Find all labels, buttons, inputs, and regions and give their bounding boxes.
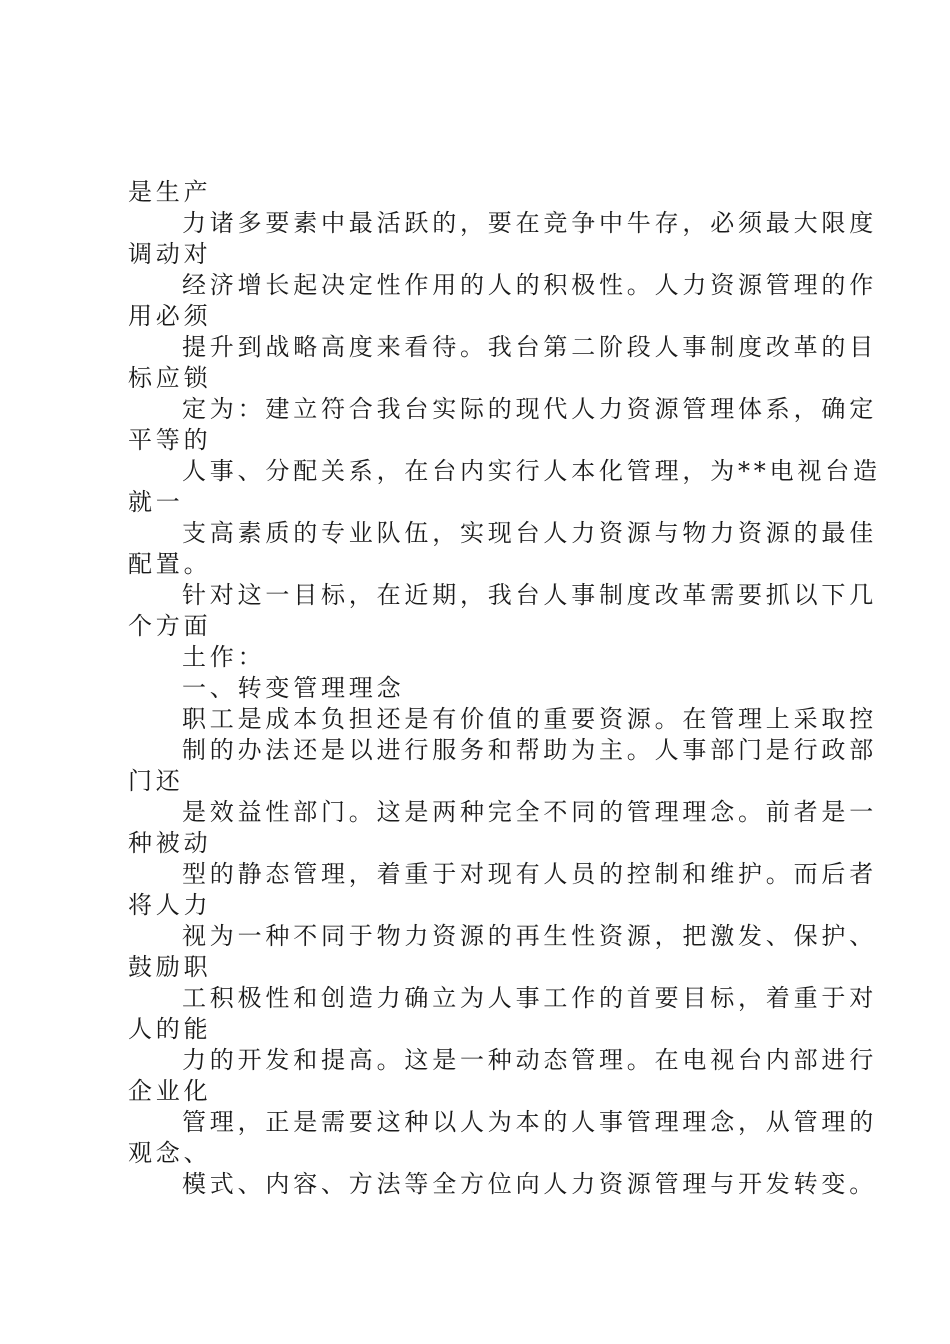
text-line: 鼓励职 (128, 953, 212, 981)
text-line: 力诸多要素中最活跃的，要在竞争中牛存，必须最大限度 (182, 209, 877, 237)
text-line: 定为：建立符合我台实际的现代人力资源管理体系，确定 (182, 395, 877, 423)
text-line: 就一 (128, 488, 184, 516)
text-line: 人事、分配关系，在台内实行人本化管理，为**电视台造 (182, 457, 881, 485)
text-line: 用必须 (128, 302, 212, 330)
text-line: 针对这一目标，在近期，我台人事制度改革需要抓以下几 (182, 581, 877, 609)
text-line: 职工是成本负担还是有价值的重要资源。在管理上采取控 (182, 705, 877, 733)
text-line: 管理，正是需要这种以人为本的人事管理理念，从管理的 (182, 1108, 877, 1136)
text-line: 力的开发和提高。这是一种动态管理。在电视台内部进行 (182, 1046, 877, 1074)
text-line: 工积极性和创造力确立为人事工作的首要目标，着重于对 (182, 984, 877, 1012)
text-line: 种被动 (128, 829, 212, 857)
text-line: 将人力 (128, 891, 212, 919)
text-line: 是生产 (128, 178, 212, 206)
text-line: 型的静态管理，着重于对现有人员的控制和维护。而后者 (182, 860, 877, 888)
text-line: 调动对 (128, 240, 212, 268)
section-heading: 一、转变管理理念 (182, 674, 405, 702)
text-line: 支高素质的专业队伍，实现台人力资源与物力资源的最佳 (182, 519, 877, 547)
text-line: 标应锁 (128, 364, 212, 392)
text-line: 土作： (182, 643, 266, 671)
text-line: 经济增长起决定性作用的人的积极性。人力资源管理的作 (182, 271, 877, 299)
text-line: 企业化 (128, 1077, 212, 1105)
text-line: 提升到战略高度来看待。我台第二阶段人事制度改革的目 (182, 333, 877, 361)
text-line: 模式、内容、方法等全方位向人力资源管理与开发转变。 (182, 1170, 877, 1198)
text-line: 门还 (128, 767, 184, 795)
text-line: 个方面 (128, 612, 212, 640)
text-line: 平等的 (128, 426, 212, 454)
text-line: 是效益性部门。这是两种完全不同的管理理念。前者是一 (182, 798, 877, 826)
text-line: 人的能 (128, 1015, 212, 1043)
text-line: 视为一种不同于物力资源的再生性资源，把激发、保护、 (182, 922, 877, 950)
text-line: 制的办法还是以进行服务和帮助为主。人事部门是行政部 (182, 736, 877, 764)
text-line: 观念、 (128, 1139, 212, 1167)
text-line: 配置。 (128, 550, 212, 578)
